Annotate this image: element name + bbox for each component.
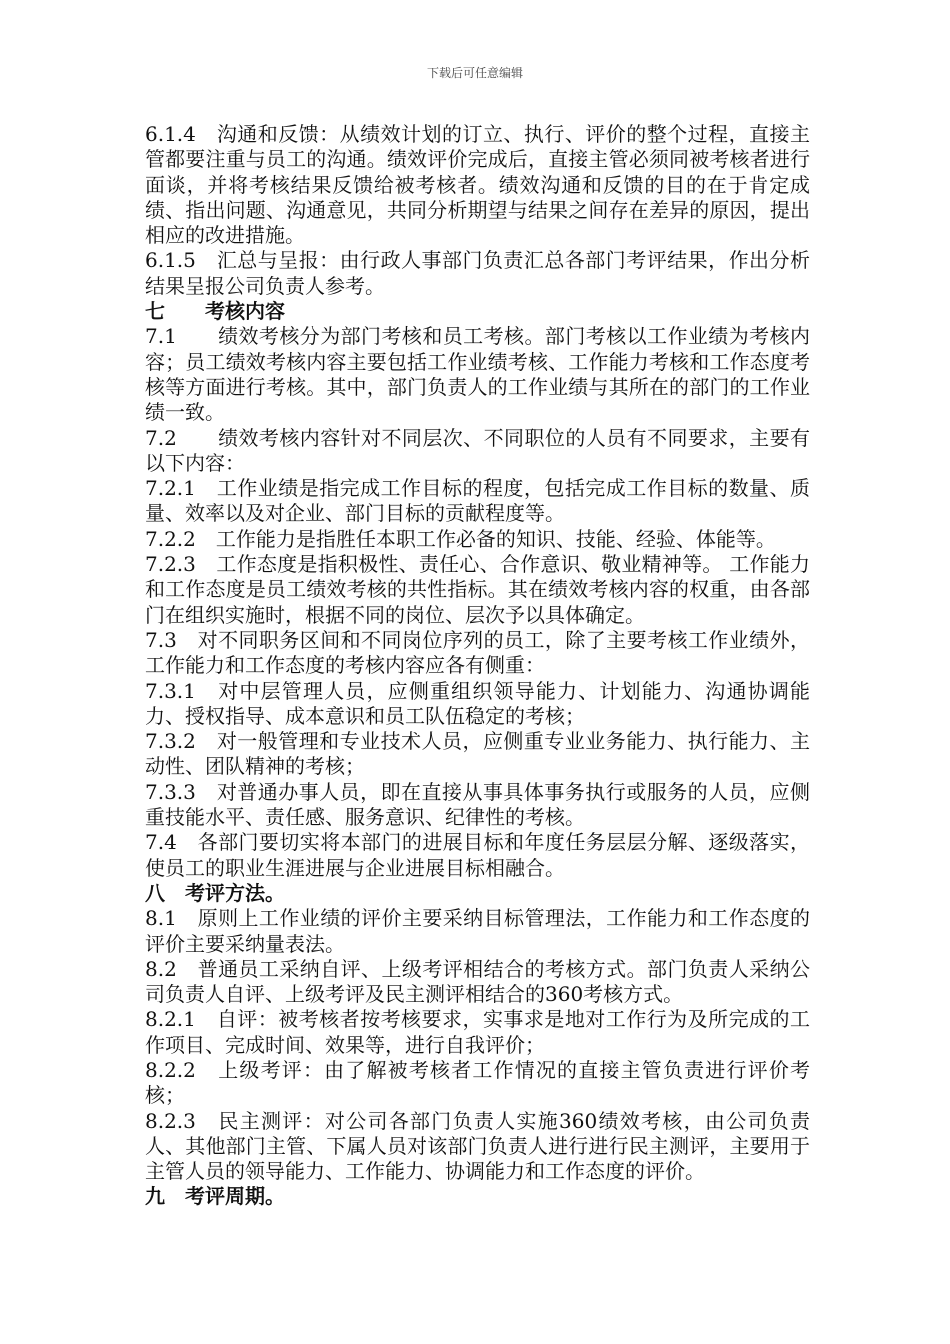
section-heading-8: 八 考评方法。	[145, 880, 285, 905]
paragraph-7-3: 7.3 对不同职务区间和不同岗位序列的员工，除了主要考核工作业绩外，工作能力和工作态度的考核内容应各有侧重：	[145, 627, 810, 678]
paragraph-7-3-3: 7.3.3 对普通办事人员，即在直接从事具体事务执行或服务的人员，应侧重技能水平、责任感、服务意识、纪律性的考核。	[145, 779, 810, 830]
paragraph-7-2-1: 7.2.1 工作业绩是指完成工作目标的程度，包括完成工作目标的数量、质量、效率以及对企业、部门目标的贡献程度等。	[145, 476, 810, 526]
paragraph-7-2-3: 7.2.3 工作态度是指积极性、责任心、合作意识、敬业精神等。 工作能力和工作态度是员工绩效考核的共性指标。其在绩效考核内容的权重，由各部门在组织实施时，根据不同的岗位、层次予以具体确定。	[145, 552, 810, 627]
paragraph-6-1-4: 6.1.4 沟通和反馈：从绩效计划的订立、执行、评价的整个过程，直接主管都要注重与员工的沟通。绩效评价完成后，直接主管必须同被考核者进行面谈，并将考核结果反馈给被考核者。绩效沟通和反馈的目的在于肯定成绩、指出问题、沟通意见，共同分析期望与结果之间存在差异的原因，提出相应的改进措施。	[145, 122, 810, 248]
paragraph-8-1: 8.1 原则上工作业绩的评价主要采纳目标管理法，工作能力和工作态度的评价主要采纳量表法。	[145, 906, 810, 956]
section-heading-9: 九 考评周期。	[145, 1184, 285, 1209]
paragraph-8-2-1: 8.2.1 自评：被考核者按考核要求，实事求是地对工作行为及所完成的工作项目、完成时间、效果等，进行自我评价；	[145, 1007, 810, 1057]
paragraph-8-2-3: 8.2.3 民主测评：对公司各部门负责人实施360绩效考核，由公司负责人、其他部门主管、下属人员对该部门负责人进行进行民主测评，主要用于主管人员的领导能力、工作能力、协调能力和工作态度的评价。	[145, 1108, 810, 1184]
paragraph-7-2: 7.2 绩效考核内容针对不同层次、不同职位的人员有不同要求，主要有以下内容：	[145, 425, 810, 475]
page-header: 下载后可任意编辑	[426, 66, 523, 80]
document-body	[145, 122, 810, 1210]
paragraph-8-2: 8.2 普通员工采纳自评、上级考评相结合的考核方式。部门负责人采纳公司负责人自评、上级考评及民主测评相结合的360考核方式。	[145, 956, 810, 1007]
paragraph-7-3-2: 7.3.2 对一般管理和专业技术人员，应侧重专业业务能力、执行能力、主动性、团队精神的考核；	[145, 729, 810, 779]
paragraph-7-1: 7.1 绩效考核分为部门考核和员工考核。部门考核以工作业绩为考核内容；员工绩效考核内容主要包括工作业绩考核、工作能力考核和工作态度考核等方面进行考核。其中，部门负责人的工作业绩与其所在的部门的工作业绩一致。	[145, 324, 810, 425]
paragraph-7-4: 7.4 各部门要切实将本部门的进展目标和年度任务层层分解、逐级落实，使员工的职业生涯进展与企业进展目标相融合。	[145, 830, 810, 880]
paragraph-8-2-2: 8.2.2 上级考评：由了解被考核者工作情况的直接主管负责进行评价考核；	[145, 1057, 810, 1108]
section-heading-7: 七 考核内容	[145, 299, 285, 324]
paragraph-7-2-2: 7.2.2 工作能力是指胜任本职工作必备的知识、技能、经验、体能等。	[145, 526, 776, 551]
paragraph-7-3-1: 7.3.1 对中层管理人员，应侧重组织领导能力、计划能力、沟通协调能力、授权指导、成本意识和员工队伍稳定的考核；	[145, 678, 810, 728]
paragraph-6-1-5: 6.1.5 汇总与呈报：由行政人事部门负责汇总各部门考评结果，作出分析结果呈报公司负责人参考。	[145, 248, 810, 298]
